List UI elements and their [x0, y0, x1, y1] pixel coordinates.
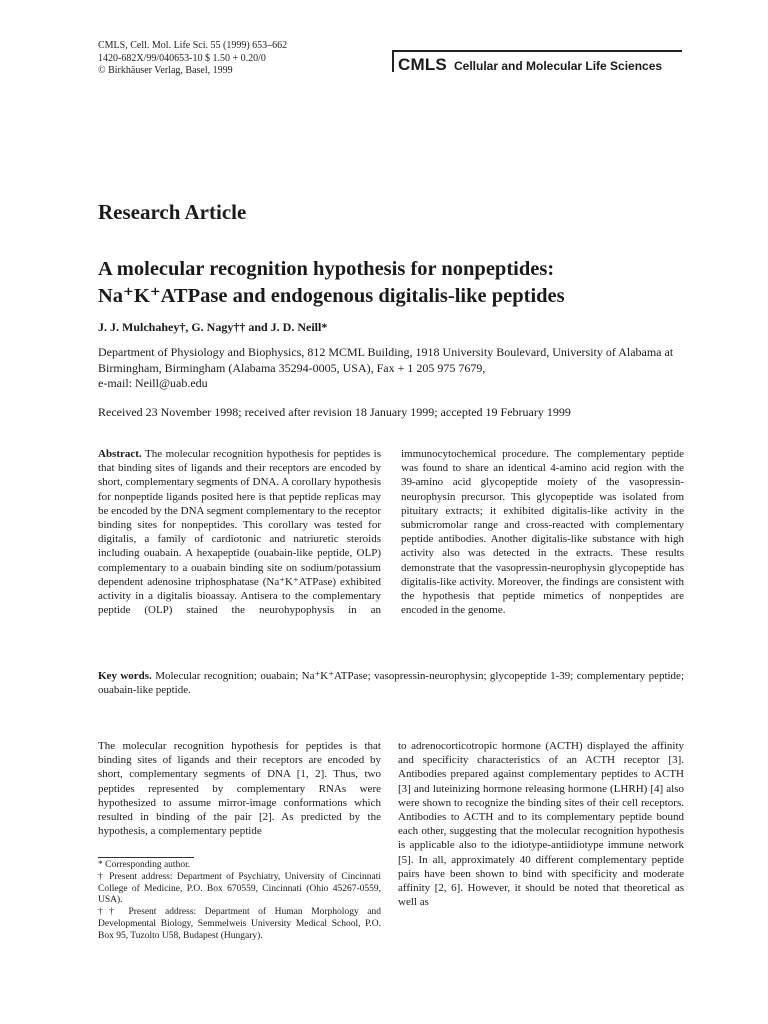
section-type: Research Article: [98, 200, 247, 224]
footnotes: [98, 860, 381, 943]
journal-name: Cellular and Molecular Life Sciences: [454, 59, 663, 73]
keywords: [98, 669, 684, 697]
authors: J. J. Mulchahey†, G. Nagy†† and J. D. Neill*: [98, 320, 328, 334]
received-dates: Received 23 November 1998; received after revision 18 January 1999; accepted 19 February 1999: [98, 405, 571, 419]
email-link[interactable]: e-mail: Neill@uab.edu: [98, 376, 208, 390]
footnote-address-2: †† Present address: Department of Human Morphology and Developmental Biology, Semmelweis University Medical School, P.O. Box 95, Tuzolto U58, Budapest (Hungary).: [98, 907, 381, 941]
journal-logo: [392, 50, 682, 76]
journal-abbreviation: CMLS: [398, 55, 447, 74]
title-line-2: Na⁺K⁺ATPase and endogenous digitalis-like peptides: [98, 285, 565, 307]
abstract: [98, 447, 684, 617]
abstract-text: The molecular recognition hypothesis for peptides is that binding sites of ligands and their receptors are encoded by short, complementary segments of DNA. A corollary hypothesis for nonpeptide ligands posited here is that peptide replicas may be encoded by the DNA segment complementary to the receptor binding sites for nonpeptides. This corollary was tested for digitalis, a family of cardiotonic and natriuretic steroids including ouabain. A hexapeptide (ouabain-like peptide, OLP) complementary to a ouabain binding site on sodium/potassium dependent adenosine triphosphatase (Na⁺K⁺ATPase) exhibited activity in a digitalis bioassay. Antisera to the complementary peptide (OLP) stained the neurohypophysis in an immunocytochemical procedure. The complementary peptide was found to share an identical 4-amino acid region with the 39-amino acid glycopeptide moiety of the vasopressin-neurophysin precursor. This glycopeptide was isolated from pituitary extracts; it exhibited digitalis-like activity in the submicromolar range and cross-reacted with complementary peptide antibodies. Another digitalis-like substance with high activity also was detected in the extracts. These results demonstrate that the vasopressin-neurophysin glycopeptide has digitalis-like activity. Moreover, the findings are consistent with the hypothesis that peptide mimetics of nonpeptides are encoded in the genome.: [98, 448, 684, 617]
citation-line: 1420-682X/99/040653-10 $ 1.50 + 0.20/0: [98, 52, 266, 64]
article-title: [98, 256, 698, 310]
title-line-1: A molecular recognition hypothesis for nonpeptides:: [98, 258, 555, 280]
body-text-left-column: The molecular recognition hypothesis for peptides is that binding sites of ligands and their receptors are encoded by short, complementary segments of DNA [1, 2]. Thus, two peptides represented by complementary RNAs were hypothesized to assume mirror-image conformations which resulted in binding of the pair [2]. As predicted by the hypothesis, a complementary peptide: [98, 740, 381, 838]
footnote-corresponding: * Corresponding author.: [98, 860, 191, 870]
logo-rule-top: [392, 50, 682, 52]
footnote-divider: [98, 857, 194, 858]
affiliation-text: Department of Physiology and Biophysics, 812 MCML Building, 1918 University Boulevard, University of Alabama at Birmingham, Birmingham (Alabama 35294-0005, USA), Fax + 1 205 975 7679,: [98, 345, 674, 375]
logo-rule-left: [392, 50, 394, 72]
body-text-right-column: to adrenocorticotropic hormone (ACTH) displayed the affinity and specificity characteristics of an ACTH receptor [3]. Antibodies prepared against complementary peptides to ACTH [3] and luteinizing hormone releasing hormone (LHRH) [4] also were shown to recognize the binding sites of their cell receptors. Antibodies to ACTH and to its complementary peptide bound each other, suggesting that the molecular recognition hypothesis is applicable also to the idiotype-antiidiotype immune network [5]. In all, approximately 40 different complementary peptide pairs have been shown to bind with specificity and moderate affinity [2, 6]. However, it should be noted that theoretical as well as: [398, 740, 684, 909]
abstract-label: Abstract.: [98, 448, 142, 460]
citation-line: © Birkhäuser Verlag, Basel, 1999: [98, 65, 233, 76]
keywords-label: Key words.: [98, 670, 152, 682]
citation-block: [98, 40, 287, 78]
keywords-text: Molecular recognition; ouabain; Na⁺K⁺ATPase; vasopressin-neurophysin; glycopeptide 1-39; complementary peptide; ouabain-like peptide.: [98, 670, 684, 697]
affiliation: [98, 345, 688, 392]
citation-line: CMLS, Cell. Mol. Life Sci. 55 (1999) 653–662: [98, 40, 288, 51]
footnote-address-1: † Present address: Department of Psychiatry, University of Cincinnati College of Medicine, P.O. Box 670559, Cincinnati (Ohio 45267-0559, USA).: [98, 871, 381, 906]
